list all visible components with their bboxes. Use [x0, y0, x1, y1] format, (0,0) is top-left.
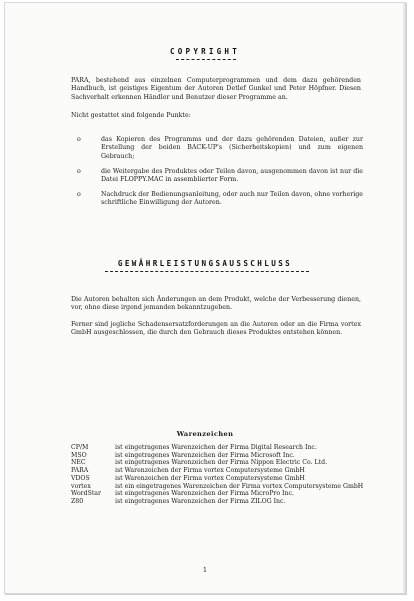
trademark-name: CP/M: [71, 444, 89, 451]
trademark-description: ist eingetragenes Warenzeichen der Firma MicroPro Inc.: [115, 490, 294, 498]
list-item-text: Nachdruck der Bedienungsanleitung, oder auch nur Teilen davon, ohne vorherige schriftliche Einwilligung der Autoren.: [101, 191, 363, 207]
trademark-name: MSO: [71, 451, 87, 459]
trademark-description: ist ein eingetragenes Warenzeichen der Firma vortex Computersysteme GmbH: [115, 482, 364, 490]
page-number: 1: [202, 566, 208, 574]
trademark-description: ist eingetragenes Warenzeichen der Firma Microsoft Inc.: [115, 451, 295, 459]
trademark-name: vortex: [71, 482, 91, 490]
trademark-name: NEC: [71, 459, 86, 467]
copyright-heading: COPYRIGHT: [170, 47, 240, 56]
trademark-name: WordStar: [71, 490, 101, 498]
list-item-text: das Kopieren des Programms und der dazu gehörenden Dateien, außer zur Erstellung der beiden BACK-UP's (Sicherheitskopien) und zum eigenen Gebrauch;: [101, 136, 363, 160]
trademarks-table: [71, 444, 367, 506]
bullet-icon: o: [77, 191, 81, 199]
bullet-icon: o: [77, 167, 81, 175]
warranty-heading: GEWÄHRLEISTUNGSAUSSCHLUSS: [117, 259, 293, 268]
table-row: [71, 498, 367, 506]
table-row: [71, 475, 367, 483]
bullet-icon: o: [77, 136, 81, 143]
table-row: [71, 452, 367, 460]
list-item: [77, 191, 363, 208]
table-row: [71, 490, 367, 498]
trademark-name: PARA: [71, 467, 89, 475]
list-item: [77, 167, 363, 185]
not-permitted-label: Nicht gestattet sind folgende Punkte:: [71, 112, 191, 119]
warranty-heading-underline: [105, 271, 309, 272]
document-page: [4, 2, 406, 594]
table-row: [71, 467, 367, 475]
trademark-description: ist Warenzeichen der Firma vortex Computersysteme GmbH: [115, 467, 305, 475]
trademark-description: ist eingetragenes Warenzeichen der Firma Digital Research Inc.: [115, 444, 317, 451]
trademarks-title: Warenzeichen: [176, 430, 234, 438]
warranty-text-2: Ferner sind jegliche Schadensersatzforderungen an die Autoren oder an die Firma vortex GmbH ausgeschlossen, die durch den Gebrauch dieses Produktes entstehen können.: [71, 321, 361, 337]
list-item: [77, 136, 363, 161]
page-edge: [403, 3, 406, 593]
trademark-name: Z80: [71, 497, 84, 505]
copyright-intro: PARA, bestehend aus einzelnen Computerprogrammen und dem dazu gehörenden Handbuch, ist geistiges Eigentum der Autoren Detlef Gunkel und Peter Höpfner. Diesen Sachverhalt erkennen Händler und Benutzer dieser Programme an.: [71, 77, 361, 101]
trademark-description: ist eingetragenes Warenzeichen der Firma ZILOG Inc.: [115, 497, 286, 505]
trademark-description: ist eingetragenes Warenzeichen der Firma Nippon Electric Co. Ltd.: [115, 459, 328, 467]
list-item-text: die Weitergabe des Produktes oder Teilen davon, ausgenommen davon ist nur die Datei FLOPPY.MAC in assemblierter Form.: [101, 167, 363, 184]
copyright-heading-underline: [176, 59, 236, 60]
table-row: [71, 483, 367, 491]
not-permitted-list: [77, 136, 363, 214]
warranty-text-1: Die Autoren behalten sich Änderungen an dem Produkt, welche der Verbesserung dienen, vor, ohne diese irgend jemanden bekanntzugeben.: [71, 296, 361, 312]
table-row: [71, 444, 367, 452]
table-row: [71, 459, 367, 467]
trademark-name: VDOS: [71, 474, 90, 482]
trademark-description: ist Warenzeichen der Firma vortex Computersysteme GmbH: [115, 474, 305, 482]
